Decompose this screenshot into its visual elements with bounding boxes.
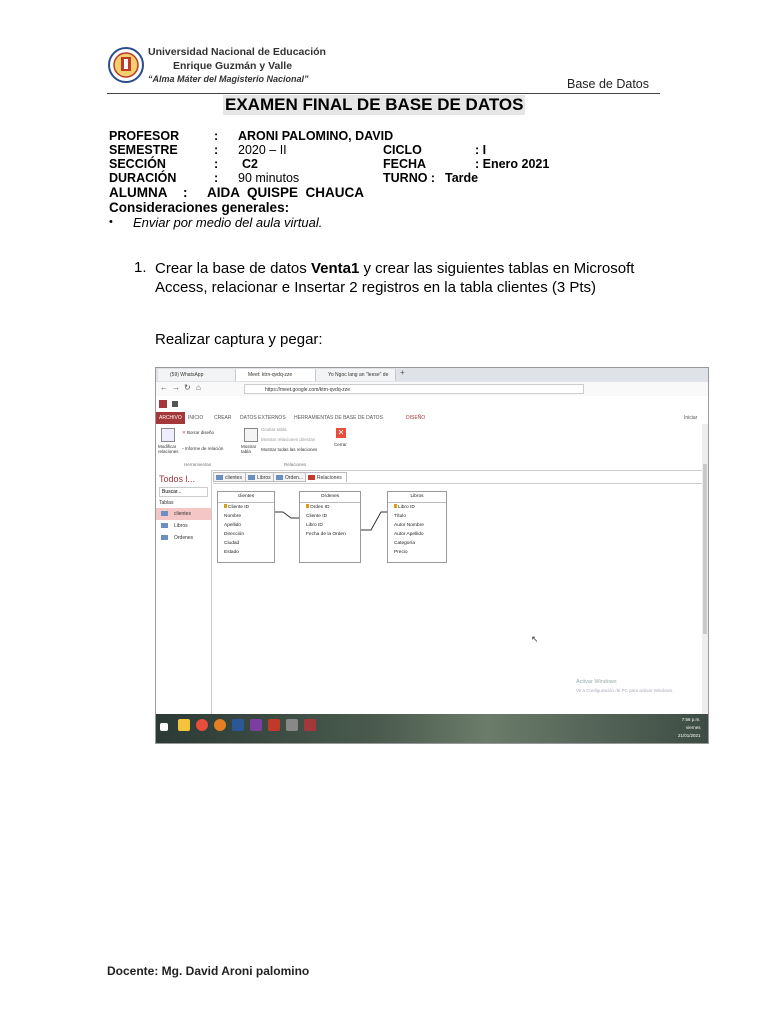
table-ordenes[interactable] bbox=[299, 491, 361, 563]
tab-archivo[interactable]: ARCHIVO bbox=[156, 412, 185, 424]
tab-crear[interactable]: CREAR bbox=[214, 415, 232, 421]
file-explorer-icon[interactable] bbox=[178, 719, 190, 731]
browser-tab[interactable]: (59) WhatsApp bbox=[158, 369, 236, 381]
turno-value: Tarde bbox=[445, 171, 479, 185]
field[interactable]: Libro ID bbox=[306, 523, 323, 528]
tab-diseno[interactable]: DISEÑO bbox=[406, 415, 426, 421]
instruction: Realizar captura y pegar: bbox=[155, 331, 323, 348]
field[interactable]: Autor Apellido bbox=[394, 532, 424, 537]
navigation-pane bbox=[156, 470, 212, 714]
nav-item-clientes[interactable]: clientes bbox=[156, 508, 211, 520]
duracion-value: 90 minutos bbox=[238, 171, 300, 185]
question-number: 1. bbox=[134, 259, 147, 276]
bullet-marker: • bbox=[109, 216, 113, 228]
taskbar-clock[interactable]: 7:56 p.m. viernes 21/01/2021 bbox=[678, 717, 701, 738]
field[interactable]: Precio bbox=[394, 550, 408, 555]
sign-in-link[interactable]: Iniciar bbox=[684, 415, 698, 421]
chrome-icon[interactable] bbox=[196, 719, 208, 731]
turno-label: TURNO : bbox=[383, 171, 436, 185]
doc-tab-ordenes[interactable]: Orden... bbox=[273, 472, 308, 482]
relationship-lines bbox=[213, 484, 703, 712]
ciclo-label: CICLO bbox=[383, 143, 422, 157]
alumna-label: ALUMNA bbox=[109, 185, 168, 200]
new-tab-icon[interactable]: + bbox=[400, 368, 405, 377]
university-motto: “Alma Máter del Magisterio Nacional” bbox=[148, 74, 309, 84]
bullet-text: Enviar por medio del aula virtual. bbox=[133, 215, 323, 230]
field-key[interactable]: Orden ID bbox=[300, 503, 360, 512]
question-text: Crear la base de datos Venta1 y crear las siguientes tablas en Microsoft Access, relacionar e Insertar 2 registros en la tabla clientes (3 Pts) bbox=[155, 260, 635, 296]
tab-inicio[interactable]: INICIO bbox=[188, 415, 204, 421]
browser-tab[interactable]: Yo Ngoc lang an "leese" de bbox=[316, 369, 396, 381]
hide-table-button[interactable]: Ocultar tabla bbox=[261, 427, 287, 432]
ciclo-value: : I bbox=[475, 143, 487, 157]
scroll-thumb[interactable] bbox=[703, 464, 707, 634]
app-icon[interactable] bbox=[286, 719, 298, 731]
acrobat-icon[interactable] bbox=[268, 719, 280, 731]
table-title: clientes bbox=[218, 492, 274, 503]
seccion-label: SECCIÓN bbox=[109, 157, 166, 171]
activation-watermark-title: Activar Windows bbox=[576, 679, 617, 685]
vertical-scrollbar[interactable] bbox=[702, 424, 708, 714]
key-icon bbox=[306, 504, 309, 508]
doc-tab-relaciones[interactable]: Relaciones bbox=[305, 472, 347, 482]
header-divider bbox=[107, 93, 660, 94]
nav-pane-header[interactable]: Todos l... bbox=[159, 474, 196, 484]
quick-access-toolbar bbox=[156, 396, 708, 412]
doc-tab-clientes[interactable]: clientes bbox=[213, 472, 247, 482]
tab-herramientas-bd[interactable]: HERRAMIENTAS DE BASE DE DATOS bbox=[294, 415, 383, 421]
mouse-cursor-icon: ↖ bbox=[531, 634, 539, 644]
field[interactable]: Apellido bbox=[224, 523, 242, 528]
tab-datos-externos[interactable]: DATOS EXTERNOS bbox=[240, 415, 286, 421]
university-name: Universidad Nacional de Educación bbox=[148, 46, 326, 58]
nav-section-tables[interactable]: Tablas bbox=[159, 500, 174, 506]
colon: : bbox=[214, 143, 219, 157]
table-libros[interactable] bbox=[387, 491, 447, 563]
access-screenshot bbox=[155, 367, 709, 744]
field-key[interactable]: Libro ID bbox=[388, 503, 446, 512]
fecha-value: : Enero 2021 bbox=[475, 157, 550, 171]
access-app-icon bbox=[159, 400, 167, 408]
consideraciones-heading: Consideraciones generales: bbox=[109, 200, 290, 215]
table-icon bbox=[161, 511, 168, 516]
university-name-line2: Enrique Guzmán y Valle bbox=[173, 60, 293, 72]
clear-design-button[interactable]: ✕ Borrar diseño bbox=[182, 430, 215, 435]
direct-relations-button[interactable]: Mostrar relaciones directas bbox=[261, 437, 316, 442]
alumna-value: AIDA QUISPE CHAUCA bbox=[207, 185, 365, 200]
university-seal-logo bbox=[107, 43, 145, 87]
relationships-canvas bbox=[213, 484, 703, 712]
home-icon[interactable]: ⌂ bbox=[196, 383, 201, 392]
exam-title: EXAMEN FINAL DE BASE DE DATOS bbox=[225, 95, 524, 114]
key-icon bbox=[224, 504, 227, 508]
profesor-label: PROFESOR bbox=[109, 129, 180, 143]
field-key[interactable]: Cliente ID bbox=[218, 503, 274, 512]
address-bar-row bbox=[156, 382, 708, 397]
colon: : bbox=[183, 185, 188, 200]
close-button[interactable]: Cerrar bbox=[334, 442, 347, 447]
profesor-value: ARONI PALOMINO, DAVID bbox=[238, 129, 394, 143]
table-clientes[interactable] bbox=[217, 491, 275, 563]
show-table-button[interactable]: Mostrar tabla bbox=[241, 444, 257, 454]
field[interactable]: Categoría bbox=[394, 541, 416, 546]
field[interactable]: Nombre bbox=[224, 514, 242, 519]
word-icon[interactable] bbox=[232, 719, 244, 731]
fecha-label: FECHA bbox=[383, 157, 427, 171]
footer-teacher: Docente: Mg. David Aroni palomino bbox=[107, 964, 310, 978]
save-icon[interactable] bbox=[172, 401, 178, 407]
all-relations-button[interactable]: Mostrar todas las relaciones bbox=[261, 447, 318, 452]
table-icon bbox=[161, 535, 168, 540]
field[interactable]: Ciudad bbox=[224, 541, 240, 546]
field[interactable]: Fecha de la Orden bbox=[306, 532, 346, 537]
document-tabs bbox=[213, 470, 708, 484]
colon: : bbox=[214, 157, 219, 171]
table-title: Ordenes bbox=[300, 492, 360, 503]
firefox-icon[interactable] bbox=[214, 719, 226, 731]
modify-relations-icon[interactable] bbox=[161, 428, 175, 442]
semestre-value: 2020 – II bbox=[238, 143, 287, 157]
nav-search-input[interactable]: Buscar... bbox=[159, 487, 208, 497]
reload-icon[interactable]: ↻ bbox=[184, 383, 191, 392]
back-icon[interactable]: ← bbox=[160, 383, 168, 392]
modify-relations-button[interactable]: Modificar relaciones bbox=[158, 444, 179, 454]
show-table-icon[interactable] bbox=[244, 428, 258, 442]
seccion-value: C2 bbox=[242, 157, 258, 171]
table-icon bbox=[161, 523, 168, 528]
activation-watermark-sub: Ve a Configuración de PC para activar Windows. bbox=[576, 688, 674, 693]
group-label-tools: Herramientas bbox=[184, 462, 212, 467]
forward-icon[interactable]: → bbox=[172, 383, 180, 392]
access-taskbar-icon[interactable] bbox=[304, 719, 316, 731]
relation-report-button[interactable]: ▫ Informe de relación bbox=[182, 446, 224, 451]
table-title: Libros bbox=[388, 492, 446, 503]
url-input[interactable]: https://meet.google.com/ktrn-qvdq-zze bbox=[244, 384, 584, 394]
group-label-relations: Relaciones bbox=[284, 462, 307, 467]
visual-studio-icon[interactable] bbox=[250, 719, 262, 731]
colon: : bbox=[214, 129, 219, 143]
course-name: Base de Datos bbox=[567, 77, 649, 91]
windows-start-icon[interactable] bbox=[160, 723, 168, 731]
browser-tab-strip bbox=[156, 368, 708, 382]
close-icon[interactable]: ✕ bbox=[337, 428, 345, 437]
nav-item-ordenes[interactable]: Ordenes bbox=[156, 532, 211, 544]
colon: : bbox=[214, 171, 219, 185]
ribbon bbox=[156, 424, 708, 471]
field[interactable]: Cliente ID bbox=[306, 514, 328, 519]
nav-item-libros[interactable]: Libros bbox=[156, 520, 211, 532]
field[interactable]: Título bbox=[394, 514, 406, 519]
key-icon bbox=[394, 504, 397, 508]
db-name: Venta1 bbox=[310, 260, 360, 277]
doc-tab-libros[interactable]: Libros bbox=[245, 472, 276, 482]
semestre-label: SEMESTRE bbox=[109, 143, 178, 157]
windows-taskbar bbox=[156, 714, 708, 743]
browser-tab[interactable]: Meet: ktrn-qvdq-zze bbox=[236, 369, 316, 381]
field[interactable]: Autor Nombre bbox=[394, 523, 424, 528]
field[interactable]: Estado bbox=[224, 550, 239, 555]
duracion-label: DURACIÓN bbox=[109, 171, 177, 185]
field[interactable]: Dirección bbox=[224, 532, 244, 537]
